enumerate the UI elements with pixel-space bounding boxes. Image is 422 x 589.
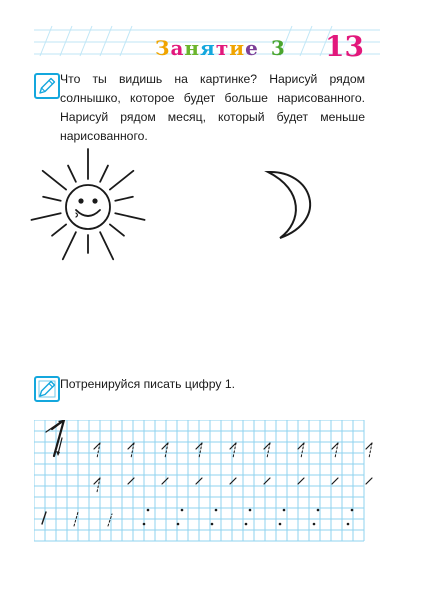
- lesson-letter: а: [170, 36, 185, 60]
- task1-instruction: Что ты видишь на картинке? Нарисуй рядом солнышко, которое будет больше нарисованного. Нарисуй рядом месяц, который будет меньше нарисованного.: [60, 72, 365, 143]
- pencil-writing-icon: [34, 376, 60, 402]
- lesson-letter: З: [155, 36, 171, 60]
- lesson-letter: я: [200, 36, 216, 60]
- sun-icon: [31, 149, 144, 259]
- lesson-letter: е: [245, 36, 259, 60]
- page-number: 13: [325, 30, 364, 63]
- task2-instruction: Потренируйся писать цифру 1.: [60, 377, 235, 391]
- digit-practice-grid: [34, 420, 374, 545]
- lesson-letter: т: [215, 36, 230, 60]
- digit-one-sample: [46, 420, 64, 456]
- lesson-letter: н: [184, 36, 201, 60]
- moon-icon: [268, 172, 310, 238]
- lesson-letter: и: [229, 36, 246, 60]
- lesson-number: 3: [270, 36, 286, 60]
